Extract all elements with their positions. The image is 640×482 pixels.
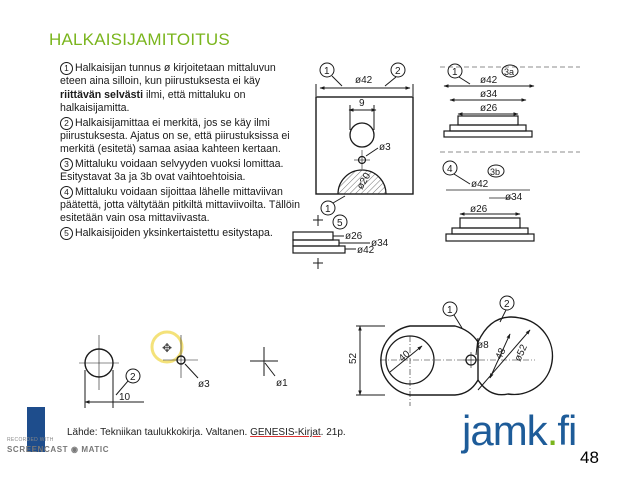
dim-d42: ø42 — [355, 75, 373, 86]
dim-48: 48 — [493, 346, 509, 362]
drawing-hole-d1 — [250, 347, 278, 376]
dim-d42-5: ø42 — [357, 245, 375, 256]
dim-d8: ø8 — [477, 340, 489, 351]
ref-2: 2 — [395, 66, 401, 77]
drawing-3b-labels — [447, 164, 523, 215]
dim-40: 40 — [396, 348, 413, 365]
drawing-small-hole-labels — [119, 372, 136, 403]
source-text: Lähde: Tekniikan taulukkokirja. Valtanen. — [67, 427, 251, 438]
dim-d52: ø52 — [512, 342, 531, 364]
item-number: 4 — [60, 186, 73, 199]
drawing-hole-d1-labels — [276, 378, 288, 389]
item-bold-text: riittävän selvästi — [60, 88, 144, 101]
dim-d3b: ø3 — [198, 379, 210, 390]
ref-1d: 1 — [447, 305, 453, 316]
logo-tld: fi — [557, 407, 577, 454]
dim-9: 9 — [359, 98, 365, 109]
watermark-bottom: SCREENCAST ◉ MATIC — [7, 445, 110, 454]
item-number: 3 — [60, 158, 73, 171]
dim-d26-3b: ø26 — [470, 204, 488, 215]
ref-1c: 1 — [452, 67, 458, 78]
item-text: Halkaisijamittaa ei merkitä, jos se käy ilmi piirustuksesta. Ajatus on se, että piirustuksissa ei merkitä (esitetä) samaa asiaa kahteen kertaan. — [60, 116, 290, 156]
dim-10: 10 — [119, 392, 131, 403]
drawing-3a — [440, 64, 580, 152]
dim-d20: ø20 — [355, 171, 374, 192]
item-text: Mittaluku voidaan sijoittaa lähelle mittaviivan päätettä, jotta vältytään pitkiltä mittaviivoilta. Tällöin esitetään vain osa mittaviivasta. — [60, 185, 301, 225]
item-text: ilmi, että mittaluku on halkaisijamitta. — [60, 88, 246, 115]
source-text-end: . 21p. — [320, 427, 346, 438]
item-number: 5 — [60, 227, 73, 240]
dim-d34-3b: ø34 — [505, 192, 523, 203]
item-text: Halkaisijoiden yksinkertaistettu esitystapa. — [75, 226, 273, 239]
item-number: 1 — [60, 62, 73, 75]
item-text: Halkaisijan tunnus ø kirjoitetaan mittaluvun eteen aina silloin, kun piirustuksesta ei käy — [60, 62, 276, 88]
ref-2b: 2 — [130, 372, 136, 383]
dim-d42-3b: ø42 — [471, 179, 489, 190]
dim-d26-5: ø26 — [345, 231, 363, 242]
dim-d34-5: ø34 — [371, 238, 389, 249]
ref-4: 4 — [447, 164, 453, 175]
ref-3b: 3b — [490, 167, 501, 177]
screencast-watermark — [7, 437, 117, 454]
slide-title: HALKAISIJAMITOITUS — [49, 30, 230, 49]
ref-2c: 2 — [504, 299, 510, 310]
item-number: 2 — [60, 117, 73, 130]
dim-d42-3a: ø42 — [480, 75, 498, 86]
jamk-logo — [462, 407, 576, 455]
logo-dot: . — [546, 407, 558, 454]
ref-3a: 3a — [504, 67, 515, 77]
dim-d3: ø3 — [379, 142, 391, 153]
drawing-hole-d3-labels — [198, 379, 210, 390]
move-cursor-icon: ✥ — [162, 341, 173, 355]
logo-main: jamk — [462, 407, 547, 454]
ref-5: 5 — [337, 218, 343, 229]
drawing-5 — [293, 215, 370, 269]
dim-d26-3a: ø26 — [480, 103, 498, 114]
source-publisher: GENESIS-Kirjat — [250, 427, 321, 438]
ref-1: 1 — [324, 66, 330, 77]
dim-d34-3a: ø34 — [480, 89, 498, 100]
dim-52: 52 — [348, 352, 359, 364]
watermark-top: RECORDED WITH — [7, 437, 54, 443]
ref-1b: 1 — [325, 204, 331, 215]
page-number: 48 — [580, 448, 599, 467]
dim-d1: ø1 — [276, 378, 288, 389]
item-text: Mittaluku voidaan selvyyden vuoksi lomittaa. Esitystavat 3a ja 3b ovat vaihtoehtoisia. — [60, 157, 284, 184]
